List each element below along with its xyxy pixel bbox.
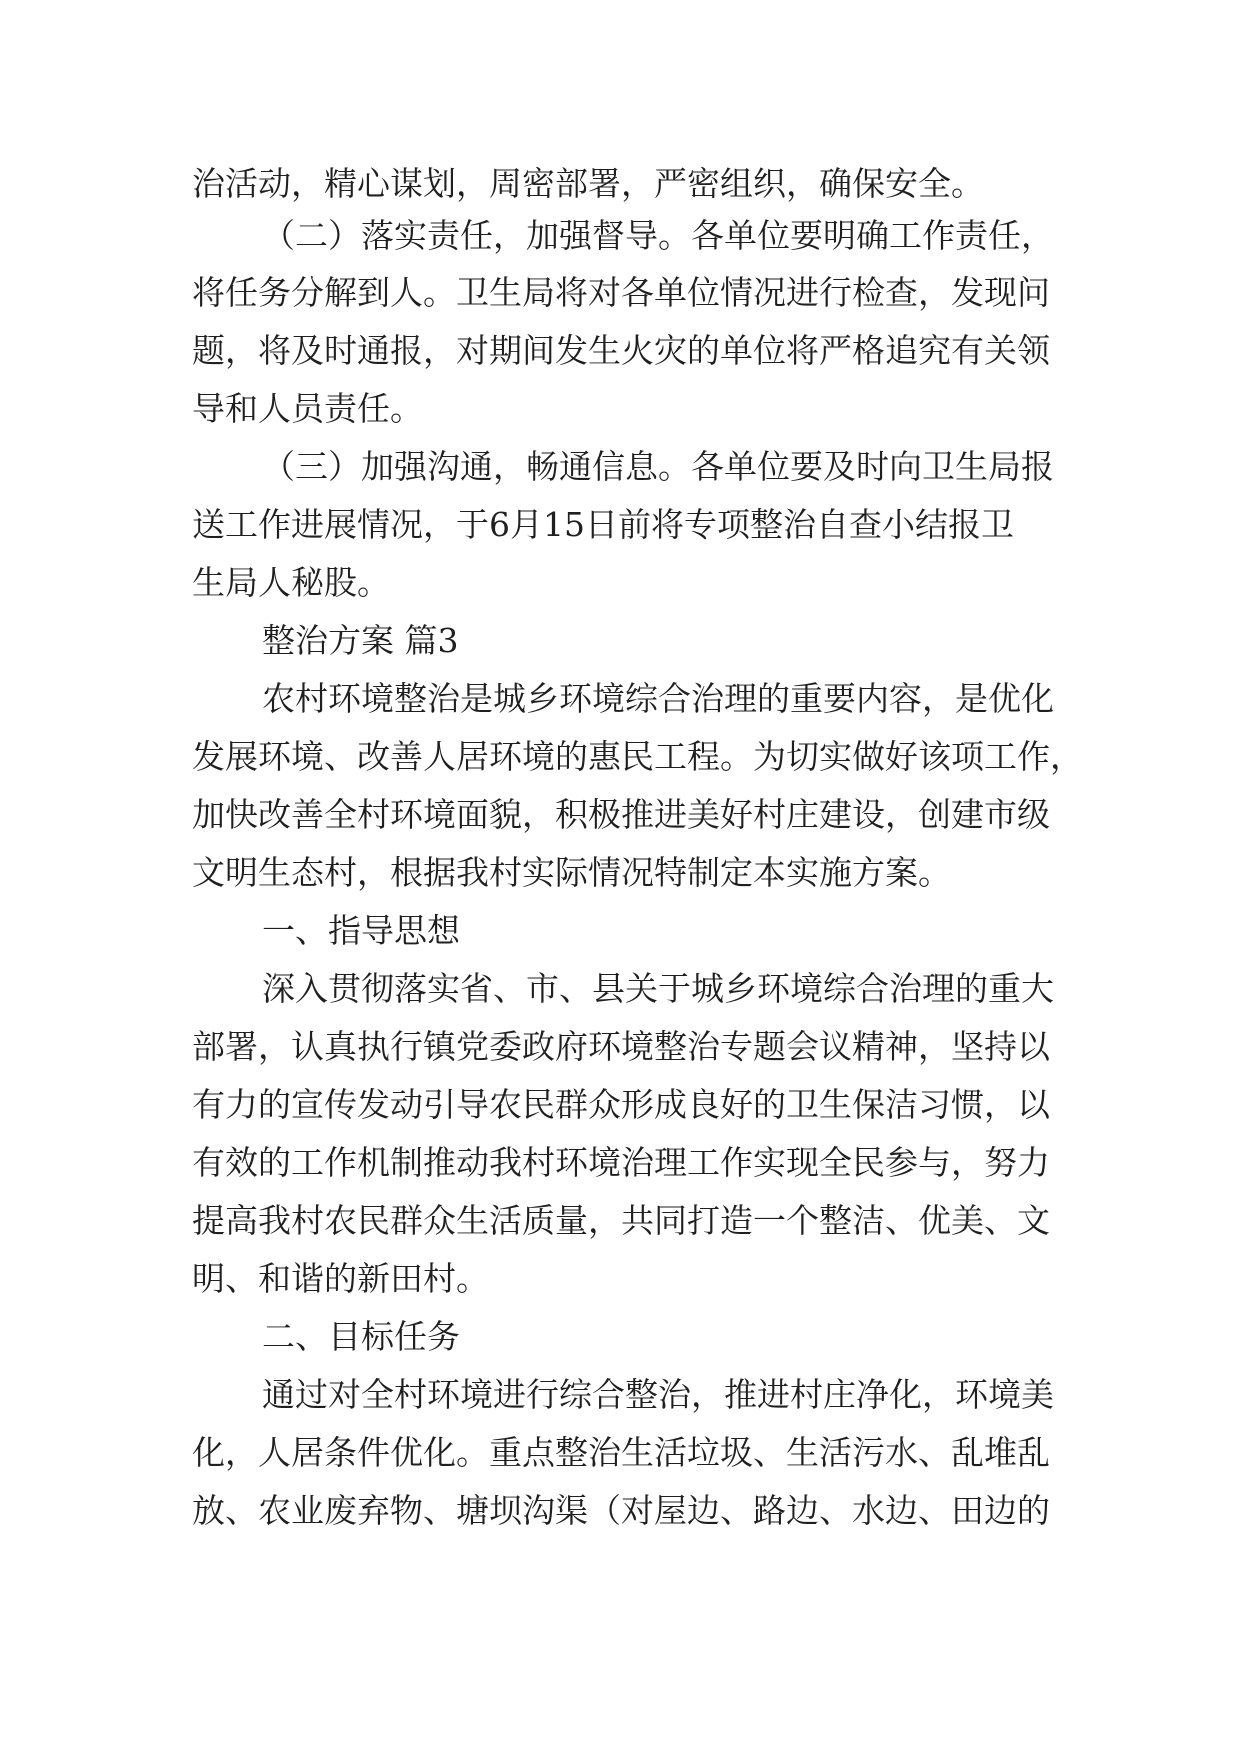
section-heading: 整治方案 篇3 bbox=[262, 621, 459, 660]
text-line: 部署，认真执行镇党委政府环境整治专题会议精神，坚持以 bbox=[192, 1027, 1050, 1066]
text-line: （二）落实责任，加强督导。各单位要明确工作责任， bbox=[262, 216, 1054, 255]
text-line: 送工作进展情况，于6月15日前将专项整治自查小结报卫 bbox=[192, 505, 1014, 544]
text-line: 生局人秘股。 bbox=[192, 563, 390, 602]
text-line: 导和人员责任。 bbox=[192, 389, 423, 428]
text-line: 农村环境整治是城乡环境综合治理的重要内容，是优化 bbox=[262, 679, 1054, 718]
text-line: 提高我村农民群众生活质量，共同打造一个整洁、优美、文 bbox=[192, 1201, 1050, 1240]
section-heading: 二、目标任务 bbox=[262, 1317, 460, 1356]
text-line: 明、和谐的新田村。 bbox=[192, 1259, 489, 1298]
text-line: 发展环境、改善人居环境的惠民工程。为切实做好该项工作， bbox=[192, 737, 1083, 776]
text-line: 文明生态村，根据我村实际情况特制定本实施方案。 bbox=[192, 853, 951, 892]
text-line: 深入贯彻落实省、市、县关于城乡环境综合治理的重大 bbox=[262, 969, 1054, 1008]
text-line: 有效的工作机制推动我村环境治理工作实现全民参与，努力 bbox=[192, 1143, 1050, 1182]
text-line: 加快改善全村环境面貌，积极推进美好村庄建设，创建市级 bbox=[192, 795, 1050, 834]
text-line: 通过对全村环境进行综合整治，推进村庄净化，环境美 bbox=[262, 1375, 1054, 1414]
text-line: 题，将及时通报，对期间发生火灾的单位将严格追究有关领 bbox=[192, 331, 1050, 370]
section-heading: 一、指导思想 bbox=[262, 911, 460, 950]
text-line: 将任务分解到人。卫生局将对各单位情况进行检查，发现问 bbox=[192, 273, 1050, 312]
text-line: 治活动，精心谋划，周密部署，严密组织，确保安全。 bbox=[192, 164, 984, 203]
text-line: 放、农业废弃物、塘坝沟渠（对屋边、路边、水边、田边的 bbox=[192, 1491, 1050, 1530]
text-line: （三）加强沟通，畅通信息。各单位要及时向卫生局报 bbox=[262, 447, 1054, 486]
text-line: 有力的宣传发动引导农民群众形成良好的卫生保洁习惯，以 bbox=[192, 1085, 1050, 1124]
text-line: 化，人居条件优化。重点整治生活垃圾、生活污水、乱堆乱 bbox=[192, 1433, 1050, 1472]
